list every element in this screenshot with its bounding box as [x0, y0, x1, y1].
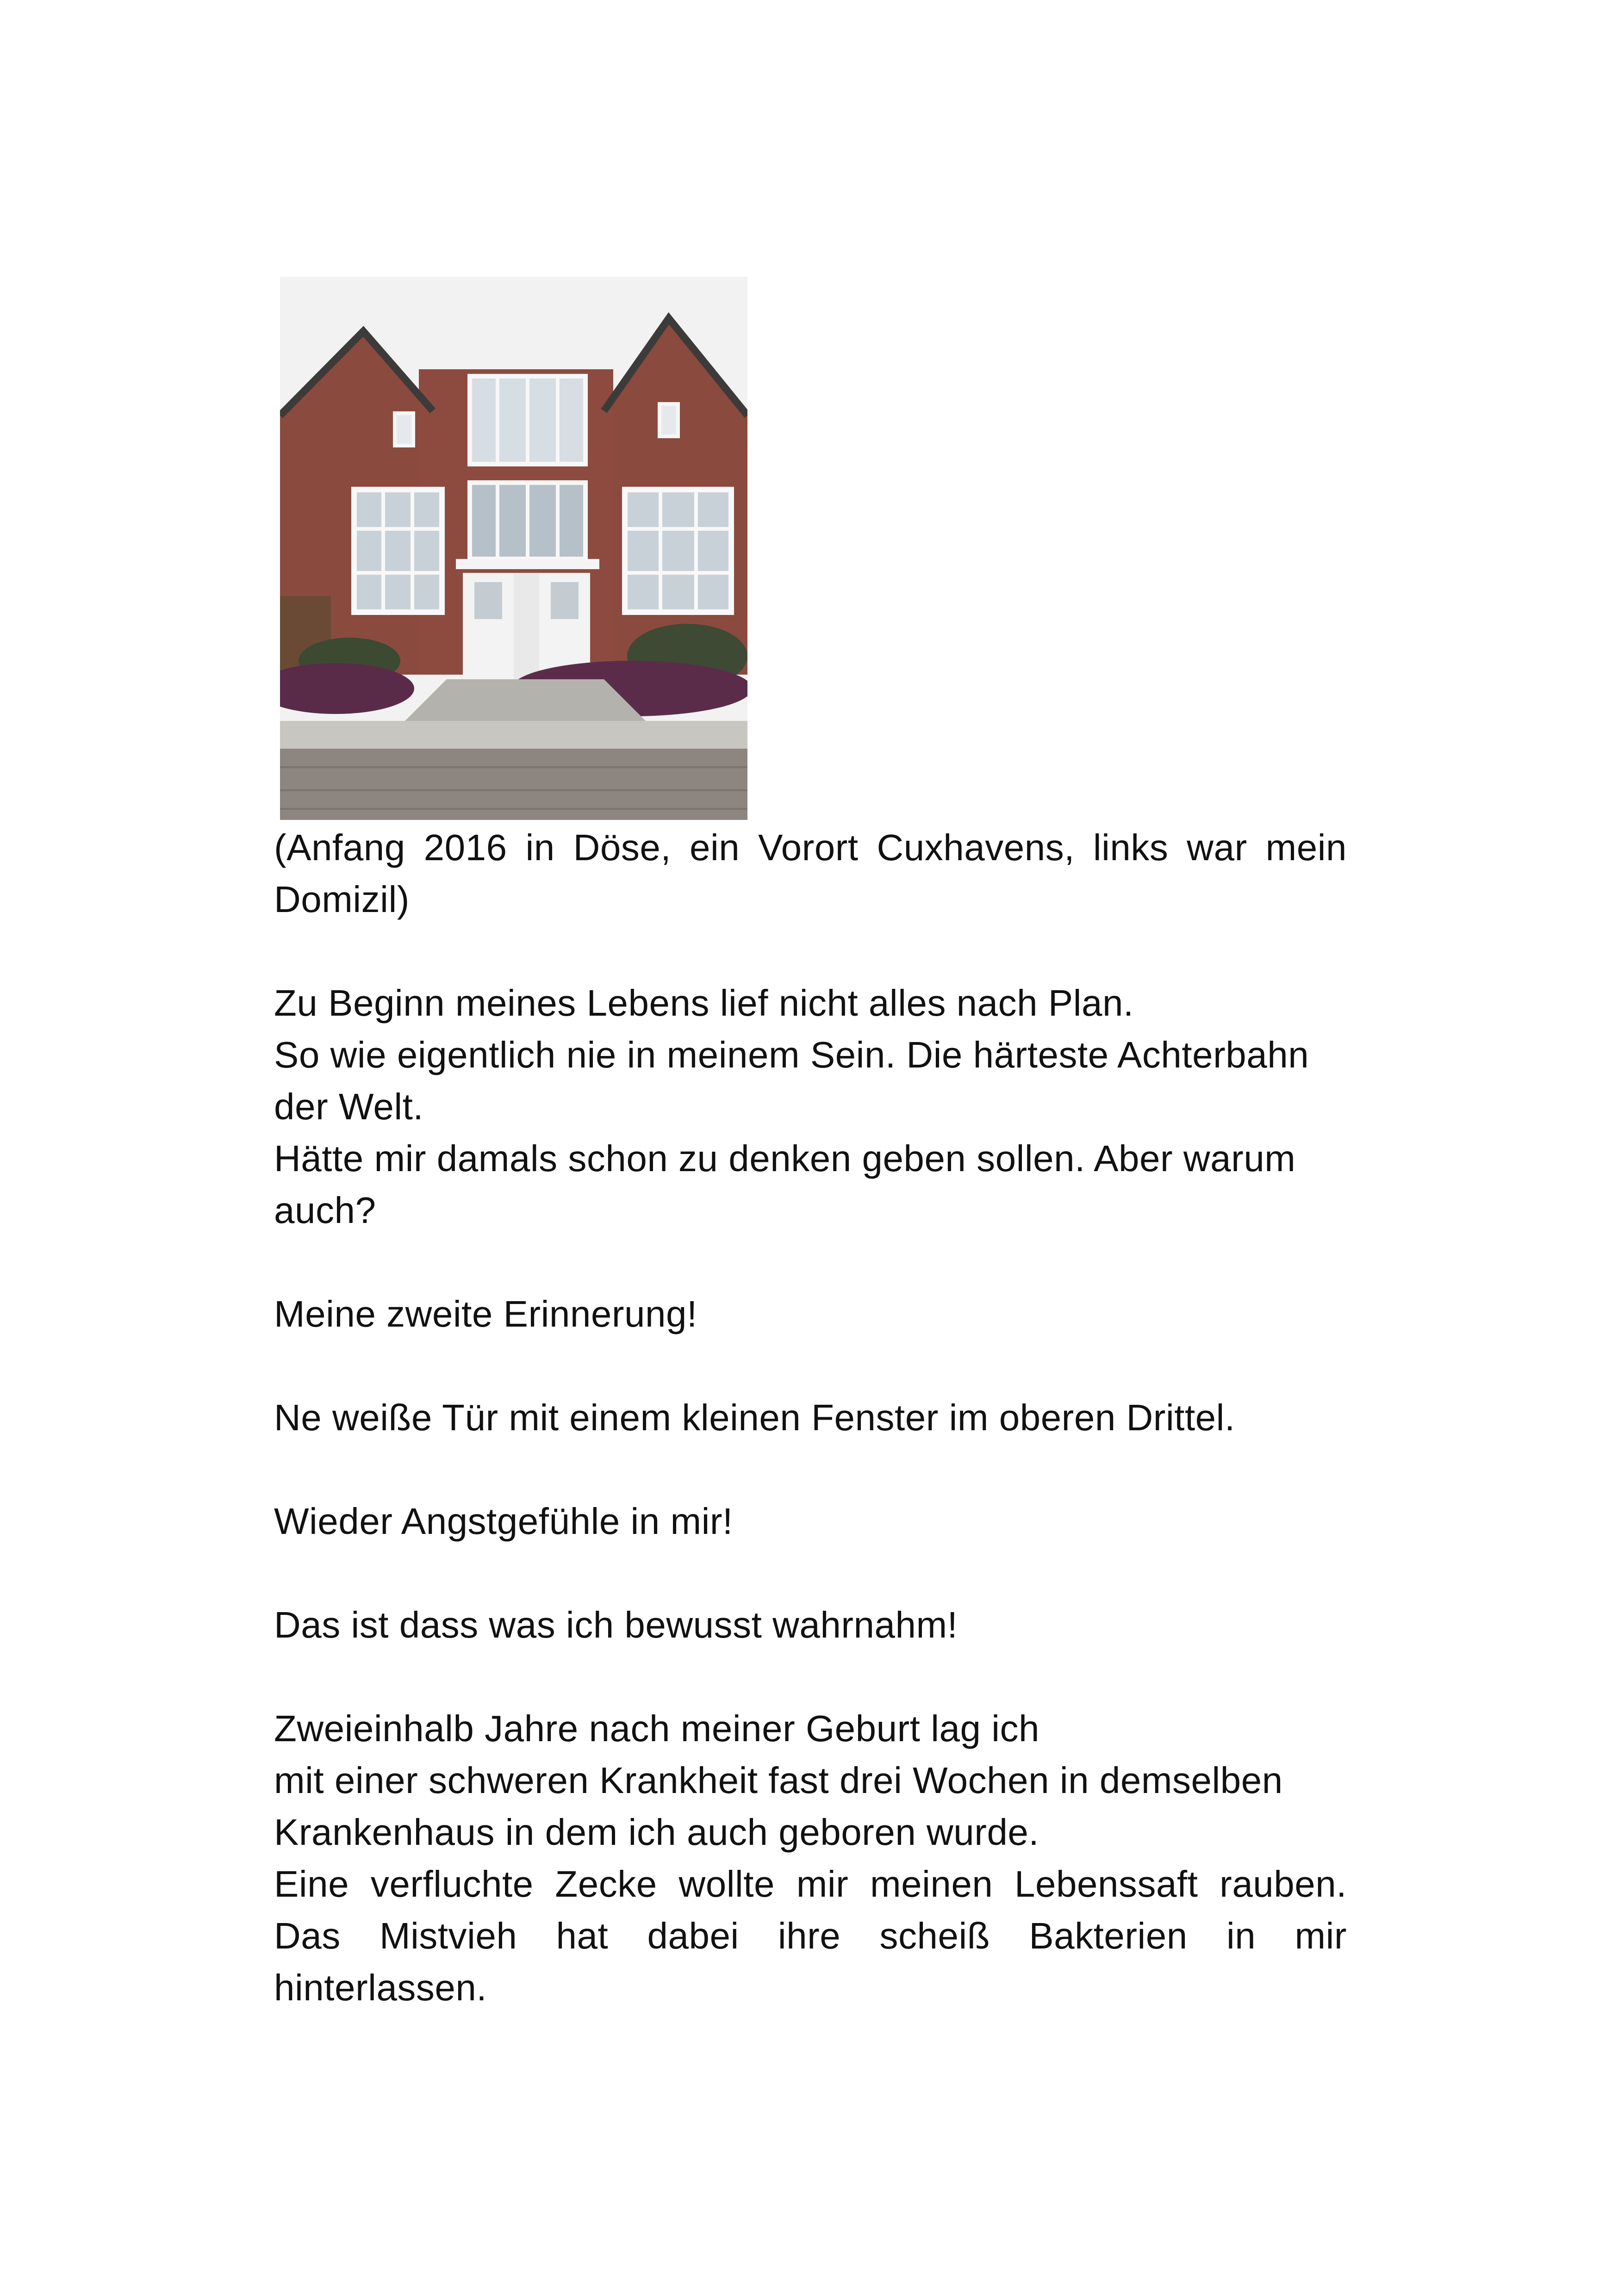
paragraph-gap	[274, 1444, 1347, 1496]
text-line: So wie eigentlich nie in meinem Sein. Die härteste Achterbahn	[274, 1034, 1309, 1075]
text-line: Ne weiße Tür mit einem kleinen Fenster im oberen Drittel.	[274, 1397, 1235, 1438]
caption-line: Domizil)	[274, 879, 410, 920]
caption-line: (Anfang 2016 in Döse, ein Vorort Cuxhavens, links war mein	[274, 827, 1347, 868]
paragraph-gap	[274, 1340, 1347, 1392]
text-line: Hätte mir damals schon zu denken geben sollen. Aber warum	[274, 1138, 1296, 1179]
paragraph-gap	[274, 1651, 1347, 1703]
text-line: mit einer schweren Krankheit fast drei Wochen in demselben	[274, 1760, 1283, 1801]
text-line: Das Mistvieh hat dabei ihre scheiß Bakterien in mir	[274, 1915, 1347, 1956]
text-line: Das ist dass was ich bewusst wahrnahm!	[274, 1604, 958, 1645]
text-line: Zweieinhalb Jahre nach meiner Geburt lag ich	[274, 1708, 1039, 1749]
paragraph-gap	[274, 1236, 1347, 1288]
house-photo	[280, 277, 747, 820]
text-line: Wieder Angstgefühle in mir!	[274, 1501, 733, 1542]
text-line: der Welt.	[274, 1086, 424, 1127]
text-line: Eine verfluchte Zecke wollte mir meinen Lebenssaft rauben.	[274, 1863, 1347, 1905]
paragraph-gap	[274, 1547, 1347, 1599]
text-line: Krankenhaus in dem ich auch geboren wurde.	[274, 1812, 1039, 1853]
text-line: auch?	[274, 1190, 376, 1231]
text-line: Meine zweite Erinnerung!	[274, 1293, 697, 1334]
photo-caption	[274, 822, 1347, 925]
text-line: hinterlassen.	[274, 1967, 487, 2008]
body-text	[274, 977, 1347, 2014]
text-line: Zu Beginn meines Lebens lief nicht alles nach Plan.	[274, 982, 1134, 1024]
